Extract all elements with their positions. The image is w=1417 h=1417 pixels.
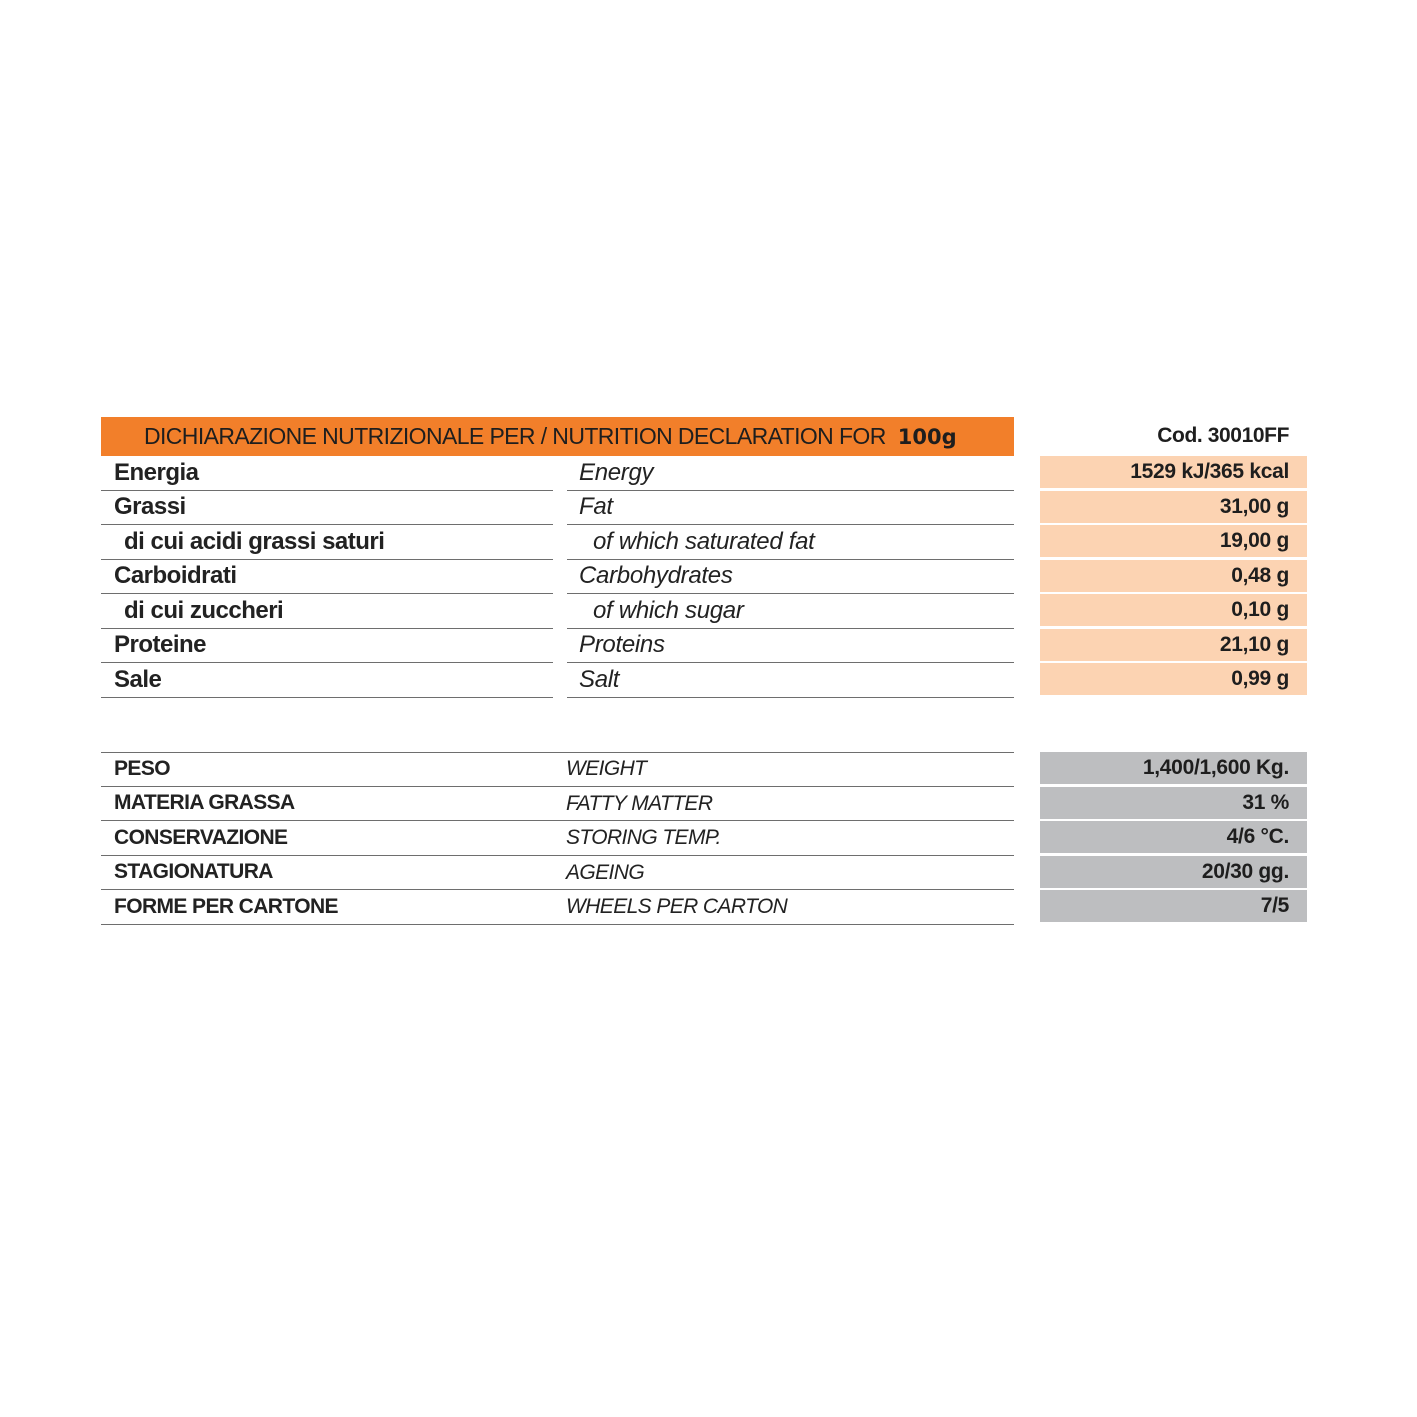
spec-row-weight — [101, 752, 1307, 787]
spec-label-en: WHEELS PER CARTON — [566, 895, 788, 919]
spec-row-fatty-matter — [101, 787, 1307, 822]
spec-label-en: AGEING — [566, 860, 645, 884]
product-code: Cod. 30010FF — [1157, 424, 1289, 447]
spec-value: 20/30 gg. — [1040, 856, 1307, 888]
nutrition-header-unit: 100g — [897, 424, 957, 449]
spec-label-en: FATTY MATTER — [566, 791, 713, 815]
nutrient-value: 0,10 g — [1040, 594, 1307, 626]
nutrient-label-it: Sale — [101, 663, 553, 698]
nutrition-header-bar — [101, 417, 1014, 456]
nutrient-label-en: Carbohydrates — [567, 560, 1014, 595]
nutrient-label-en: Proteins — [567, 629, 1014, 664]
spec-label-it: PESO — [101, 752, 1014, 787]
spec-value: 1,400/1,600 Kg. — [1040, 752, 1307, 784]
spec-row-wheels-per-carton — [101, 890, 1307, 925]
nutrient-value: 21,10 g — [1040, 629, 1307, 661]
nutrition-header-title: DICHIARAZIONE NUTRIZIONALE PER / NUTRITION DECLARATION FOR — [144, 423, 886, 449]
nutrient-value: 31,00 g — [1040, 491, 1307, 523]
nutrient-label-en: Fat — [567, 491, 1014, 526]
nutrient-value: 19,00 g — [1040, 525, 1307, 557]
nutrient-value: 1529 kJ/365 kcal — [1040, 456, 1307, 488]
spec-label-it: FORME PER CARTONE — [101, 890, 1014, 925]
nutrient-value: 0,48 g — [1040, 560, 1307, 592]
spec-label-it: MATERIA GRASSA — [101, 787, 1014, 822]
nutrient-label-en: of which saturated fat — [567, 525, 1014, 560]
nutrient-label-it: Proteine — [101, 629, 553, 664]
spec-row-ageing — [101, 856, 1307, 891]
nutrient-label-it: di cui zuccheri — [101, 594, 553, 629]
nutrition-row-sugar — [101, 594, 1307, 629]
nutrient-label-it: Energia — [101, 456, 553, 491]
nutrient-value: 0,99 g — [1040, 663, 1307, 695]
nutrient-label-it: Grassi — [101, 491, 553, 526]
nutrient-label-en: Energy — [567, 456, 1014, 491]
spec-value: 31 % — [1040, 787, 1307, 819]
nutrition-row-proteins — [101, 629, 1307, 664]
spec-label-en: WEIGHT — [566, 757, 647, 781]
spec-value: 4/6 °C. — [1040, 821, 1307, 853]
spec-row-storing-temp — [101, 821, 1307, 856]
nutrition-row-carbohydrates — [101, 560, 1307, 595]
spec-table — [101, 752, 1307, 925]
nutrition-row-energy — [101, 456, 1307, 491]
spec-label-it: STAGIONATURA — [101, 856, 1014, 891]
nutrient-label-it: Carboidrati — [101, 560, 553, 595]
nutrition-table — [101, 456, 1307, 698]
nutrient-label-it: di cui acidi grassi saturi — [101, 525, 553, 560]
nutrition-row-saturated-fat — [101, 525, 1307, 560]
nutrient-label-en: Salt — [567, 663, 1014, 698]
nutrition-row-fat — [101, 491, 1307, 526]
nutrition-row-salt — [101, 663, 1307, 698]
spec-value: 7/5 — [1040, 890, 1307, 922]
spec-label-en: STORING TEMP. — [566, 826, 721, 850]
nutrient-label-en: of which sugar — [567, 594, 1014, 629]
spec-label-it: CONSERVAZIONE — [101, 821, 1014, 856]
